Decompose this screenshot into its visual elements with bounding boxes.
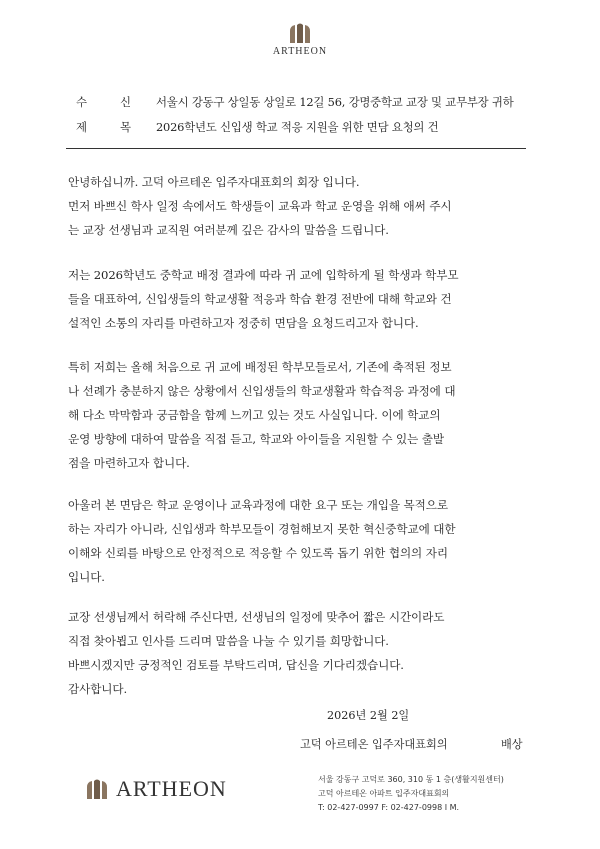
letter-date: 2026년 2월 2일 — [327, 709, 410, 722]
text-line: 운영 방향에 대하여 말씀을 직접 듣고, 학교와 아이들을 지원할 수 있는 출발 — [68, 432, 445, 446]
recipient-key-1: 수 — [76, 95, 88, 109]
header-divider — [66, 148, 526, 149]
text-line: 나 선례가 충분하지 않은 상황에서 신입생들의 학교생활과 학습적응 과정에 대 — [68, 384, 456, 398]
header-logo — [0, 22, 600, 57]
paragraph-clarification — [68, 493, 530, 589]
text-line: 바쁘시겠지만 긍정적인 검토를 부탁드리며, 답신을 기다리겠습니다. — [68, 658, 404, 672]
artheon-emblem-icon — [84, 776, 110, 802]
text-line: 설적인 소통의 자리를 마련하고자 정중히 면담을 요청드리고자 합니다. — [68, 316, 419, 330]
text-line: 먼저 바쁘신 학사 일정 속에서도 학생들이 교육과 학교 운영을 위해 애써 주시 — [68, 199, 452, 213]
subject-key-1: 제 — [76, 120, 88, 134]
signature-closing: 배상 — [501, 738, 523, 751]
artheon-emblem-icon — [287, 22, 313, 44]
header-brand-name: ARTHEON — [272, 46, 328, 57]
text-line: 해 다소 막막함과 궁금함을 함께 느끼고 있는 것도 사실입니다. 이에 학교의 — [68, 408, 441, 422]
text-line: 저는 2026학년도 중학교 배정 결과에 따라 귀 교에 입학하게 될 학생과 학부모 — [68, 268, 459, 282]
footer-brand-name: ARTHEON — [116, 776, 227, 801]
subject-key-2: 목 — [120, 120, 132, 134]
text-line: 특히 저희는 올해 처음으로 귀 교에 배정된 학부모들로서, 기존에 축적된 정보 — [68, 360, 452, 374]
paragraph-background — [68, 355, 530, 475]
text-line: 들을 대표하여, 신입생들의 학교생활 적응과 학습 환경 전반에 대해 학교와 건 — [68, 292, 452, 306]
paragraph-closing — [68, 605, 530, 701]
text-line: 교장 선생님께서 허락해 주신다면, 선생님의 일정에 맞추어 짧은 시간이라도 — [68, 610, 445, 624]
footer-address-line: 서울 강동구 고덕로 360, 310 동 1 층(생활지원센터) — [318, 775, 504, 784]
text-line: 이해와 신뢰를 바탕으로 안정적으로 적응할 수 있도록 돕기 위한 협의의 자리 — [68, 546, 448, 560]
text-line: 점을 마련하고자 합니다. — [68, 456, 190, 470]
subject-value: 2026학년도 신입생 학교 적응 지원을 위한 면담 요청의 건 — [156, 120, 439, 134]
text-line: 직접 찾아뵙고 인사를 드리며 말씀을 나눌 수 있기를 희망합니다. — [68, 634, 389, 648]
paragraph-purpose — [68, 263, 530, 335]
recipient-value: 서울시 강동구 상일동 상일로 12길 56, 강명중학교 교장 및 교무부장 귀하 — [156, 95, 514, 109]
footer-org-line: 고덕 아르테온 아파트 입주자대표회의 — [318, 789, 450, 798]
text-line: 입니다. — [68, 570, 105, 584]
footer-address-block — [318, 773, 504, 815]
signature-org: 고덕 아르테온 입주자대표회의 — [300, 738, 448, 751]
text-line: 감사합니다. — [68, 682, 128, 696]
text-line: 아울러 본 면담은 학교 운영이나 교육과정에 대한 요구 또는 개입을 목적으로 — [68, 498, 448, 512]
text-line: 는 교장 선생님과 교직원 여러분께 깊은 감사의 말씀을 드립니다. — [68, 223, 389, 237]
text-line: 하는 자리가 아니라, 신입생과 학부모들이 경험해보지 못한 혁신중학교에 대한 — [68, 522, 456, 536]
paragraph-greeting — [68, 170, 530, 242]
recipient-key-2: 신 — [120, 95, 132, 109]
text-line: 안녕하십니까. 고덕 아르테온 입주자대표회의 회장 입니다. — [68, 175, 360, 189]
footer-contact-line: T: 02-427-0997 F: 02-427-0998 I M. — [318, 803, 460, 812]
footer-logo — [84, 776, 227, 802]
